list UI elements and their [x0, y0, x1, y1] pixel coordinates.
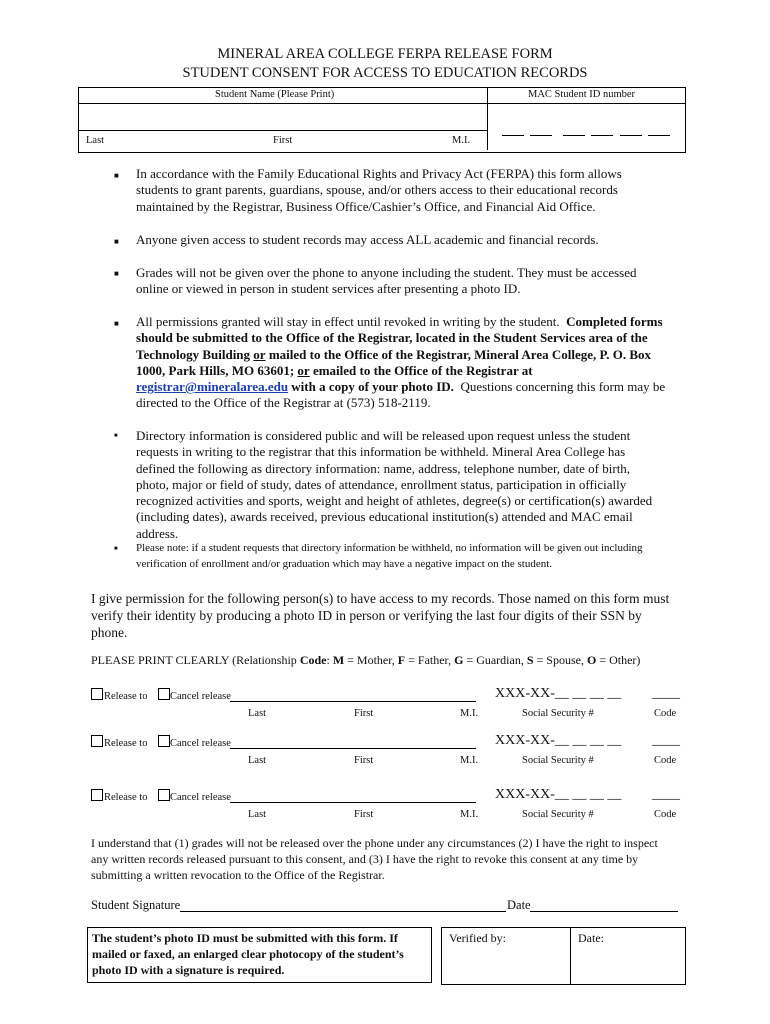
ssn-field[interactable]: XXX-XX-__ __ __ __ — [495, 787, 622, 802]
code-field[interactable]: ____ — [652, 787, 680, 802]
cancel-release-checkbox[interactable] — [158, 735, 170, 747]
release-to-label: Release to — [104, 738, 148, 749]
form-title: MINERAL AREA COLLEGE FERPA RELEASE FORM — [217, 46, 553, 62]
row-ssn-label: Social Security # — [522, 708, 594, 719]
bullet-marker: ■ — [114, 237, 119, 246]
cancel-release-label: Cancel release — [170, 792, 231, 803]
release-to-checkbox[interactable] — [91, 789, 103, 801]
email-instructions: emailed to the Office of the Registrar at — [312, 362, 533, 378]
bullet-marker: ■ — [114, 319, 119, 328]
verified-by-label: Verified by: — [449, 931, 506, 945]
code-word: Code — [299, 653, 327, 667]
code-o-text: = Other) — [596, 653, 641, 667]
release-to-checkbox[interactable] — [91, 688, 103, 700]
or-text: or — [297, 362, 310, 378]
code-f-text: = Father, — [405, 653, 455, 667]
ssn-field[interactable]: XXX-XX-__ __ __ __ — [495, 686, 622, 701]
release-to-label: Release to — [104, 691, 148, 702]
mail-instructions: mailed to the Office of the Registrar, Mineral Area College, P. O. Box 1000, Park Hills, MO 63601; — [136, 346, 652, 378]
cancel-release-checkbox[interactable] — [158, 688, 170, 700]
bullet-note: Please note: if a student requests that directory information be withheld, no information will be given out including verification of enrollment and/or graduation which may have a negative impact on the student. — [136, 542, 643, 570]
row-code-label: Code — [654, 755, 677, 766]
date-field[interactable] — [530, 911, 678, 912]
code-f: F — [397, 653, 406, 667]
code-colon: : — [326, 653, 333, 667]
code-m-text: = Mother, — [344, 653, 398, 667]
photo-id-note: The student’s photo ID must be submitted with this form. If mailed or faxed, an enlarged clear photocopy of the student’s photo ID with a signature is required. — [92, 931, 404, 977]
row-first-label: First — [354, 809, 374, 820]
name-mi-label: M.I. — [452, 135, 471, 146]
id-digit-blank[interactable] — [502, 135, 524, 136]
id-digit-blank[interactable] — [563, 135, 585, 136]
code-field[interactable]: ____ — [652, 686, 680, 701]
row-mi-label: M.I. — [460, 708, 479, 719]
id-digit-blank[interactable] — [648, 135, 670, 136]
signature-field[interactable] — [180, 911, 506, 912]
id-digit-blank[interactable] — [591, 135, 613, 136]
row-code-label: Code — [654, 809, 677, 820]
office-use-divider — [570, 928, 571, 984]
release-to-label: Release to — [104, 792, 148, 803]
date-label: Date — [507, 898, 531, 912]
print-clearly-text: PLEASE PRINT CLEARLY (Relationship — [91, 653, 300, 667]
cancel-release-label: Cancel release — [170, 738, 231, 749]
row-last-label: Last — [248, 755, 267, 766]
row-first-label: First — [354, 755, 374, 766]
release-to-checkbox[interactable] — [91, 735, 103, 747]
code-field[interactable]: ____ — [652, 733, 680, 748]
row-code-label: Code — [654, 708, 677, 719]
photo-id-instruction: with a copy of your photo ID. — [291, 379, 454, 395]
row-ssn-label: Social Security # — [522, 755, 594, 766]
person-name-field[interactable] — [230, 701, 476, 702]
permissions-text: All permissions granted will stay in effect until revoked in writing by the student. — [136, 314, 560, 329]
name-last-label: Last — [86, 135, 105, 146]
person-name-field[interactable] — [230, 748, 476, 749]
relationship-codes — [91, 653, 640, 668]
header-divider — [78, 103, 685, 104]
row-mi-label: M.I. — [460, 809, 479, 820]
form-subtitle: STUDENT CONSENT FOR ACCESS TO EDUCATION RECORDS — [182, 65, 588, 81]
bullet-marker: ■ — [114, 433, 118, 439]
submission-instructions: Completed forms should be submitted to the Office of the Registrar, located in the Student Services area of the Technology Building — [136, 314, 663, 362]
row-last-label: Last — [248, 809, 267, 820]
questions-text: Questions concerning this form may be directed to the Office of the Registrar at (573) 518-2119. — [136, 379, 666, 411]
cancel-release-checkbox[interactable] — [158, 789, 170, 801]
registrar-email-link[interactable]: registrar@mineralarea.edu — [136, 379, 289, 395]
bullet-marker: ■ — [114, 546, 118, 552]
student-name-label: Student Name (Please Print) — [215, 89, 335, 100]
name-first-label: First — [273, 135, 293, 146]
id-digit-blank[interactable] — [620, 135, 642, 136]
code-s-text: = Spouse, — [533, 653, 587, 667]
bullet-ferpa: In accordance with the Family Educational Rights and Privacy Act (FERPA) this form allows students to grant parents, guardians, spouse, and/or others access to their educational records maintained by the Registrar, Business Office/Cashier’s Office, and Financial Aid Office. — [136, 166, 622, 214]
code-o: O — [586, 653, 597, 667]
id-digit-blank[interactable] — [530, 135, 552, 136]
student-name-field[interactable] — [78, 130, 487, 131]
header-vdivider — [487, 88, 488, 150]
code-g: G — [454, 653, 464, 667]
bullet-grades: Grades will not be given over the phone to anyone including the student. They must be accessed online or viewed in person in student services after presenting a photo ID. — [136, 265, 637, 297]
permission-text: I give permission for the following person(s) to have access to my records. Those named on this form must verify their identity by producing a photo ID in person or verifying the last four digits of their SSN by phone. — [91, 591, 670, 640]
row-ssn-label: Social Security # — [522, 809, 594, 820]
understand-text: I understand that (1) grades will not be released over the phone under any circumstances (2) I have the right to inspect any written records released pursuant to this consent, and (3) I have the right to revoke this consent at any time by submitting a written revocation to the Office of the Registrar. — [91, 836, 658, 882]
signature-label: Student Signature — [91, 898, 181, 912]
bullet-permissions — [136, 314, 666, 412]
person-name-field[interactable] — [230, 802, 476, 803]
row-last-label: Last — [248, 708, 267, 719]
code-g-text: = Guardian, — [463, 653, 527, 667]
bullet-marker: ■ — [114, 269, 119, 278]
code-m: M — [332, 653, 345, 667]
ssn-field[interactable]: XXX-XX-__ __ __ __ — [495, 733, 622, 748]
bullet-directory: Directory information is considered public and will be released upon request unless the student requests in writing to the registrar that this information be withheld. Mineral Area College has defined the following as directory information: name, address, telephone number, date of birth, photo, major or field of study, dates of attendance, enrollment status, participation in officially recognized activities and sports, weight and height of athletes, degree(s) or certification(s) awarded (including dates), awards received, previous educational institution(s) attended and MAC email address. — [136, 428, 653, 541]
bullet-access: Anyone given access to student records may access ALL academic and financial records. — [136, 232, 599, 247]
or-text: or — [253, 346, 266, 362]
office-date-label: Date: — [578, 931, 604, 945]
code-s: S — [526, 653, 534, 667]
row-first-label: First — [354, 708, 374, 719]
student-id-label: MAC Student ID number — [528, 89, 636, 100]
row-mi-label: M.I. — [460, 755, 479, 766]
bullet-marker: ■ — [114, 171, 119, 180]
cancel-release-label: Cancel release — [170, 691, 231, 702]
